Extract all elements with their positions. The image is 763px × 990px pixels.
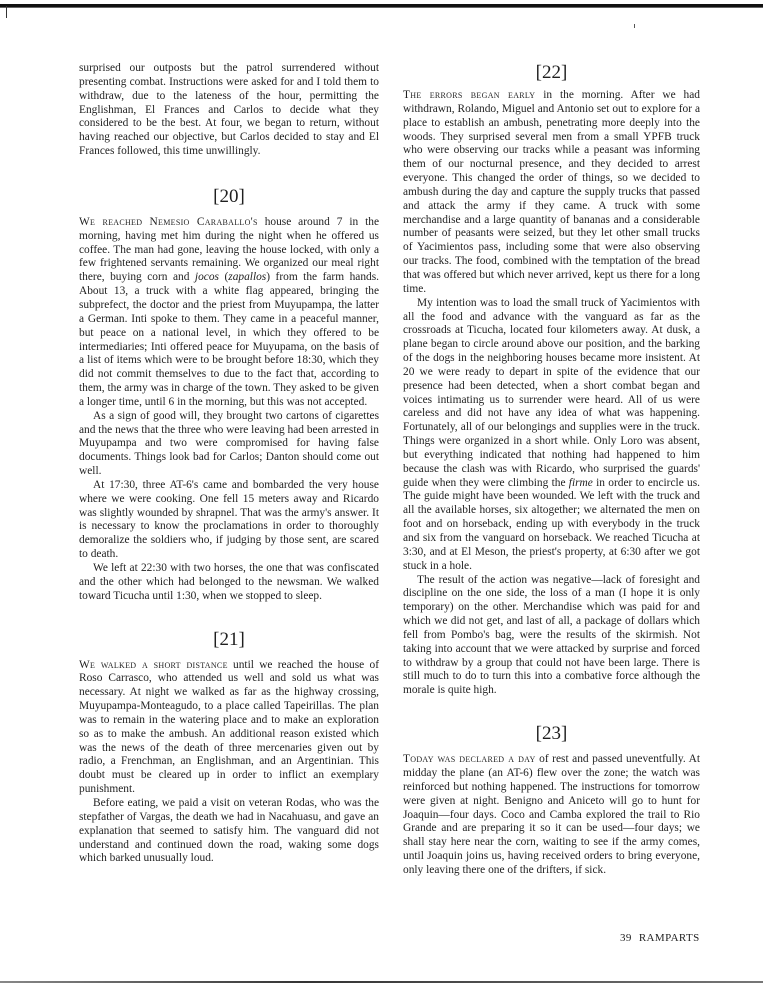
lead-in: We reached Nemesio Caraballo's xyxy=(79,215,258,228)
paragraph: At 17:30, three AT-6's came and bombarded the very house where we were cooking. One fell 15 meters away and Ricardo was slightly wounded by shrapnel. That was the army's answer. It is necessary to know the proclamations in order to thoroughly demoralize the soldiers who, if judging by those sent, are scared to death. xyxy=(79,478,379,561)
lead-in: The errors began early xyxy=(403,89,536,101)
section-heading-21: [21] xyxy=(213,628,245,650)
paragraph: We reached Nemesio Caraballo's house around 7 in the morning, having met him during the night when he offered us coffee. The man had gone, leaving the house locked, with only a few frightened servants remaining. We organized our meal right there, buying corn and jocos (zapallos) from the farm hands. About 13, a truck with a white flag appeared, bringing the subprefect, the doctor and the priest from Muyupampa, the latter a German. Inti spoke to them. They came in a peaceful manner, but peace on a national level, in which they offered to be intermediaries; Inti offered peace for Muyupama, on the basis of a list of items which were to be brought before 18:30, which they did not commit themselves to due to the fact that, according to them, the army was in charge of the town. They asked to be given a longer time, until 6 in the morning, but this was not accepted. xyxy=(79,215,379,408)
paragraph: We walked a short distance until we reached the house of Roso Carrasco, who attended us well and sold us what was necessary. At night we walked as far as the highway crossing, Muyupampa-Monteagudo, to a place called Tapeirillas. The plan was to remain in the watering place and to make an exploration so as to make the ambush. An additional reason existed which was the news of the death of three mercenaries given out by radio, a Frenchman, an Englishman, and an Argentinian. This doubt must be cleared up in order to inflict an exemplary punishment. xyxy=(79,658,379,796)
section-heading-23: [23] xyxy=(535,723,568,745)
paragraph: As a sign of good will, they brought two cartons of cigarettes and the news that the three who were leaving had been arrested in Muyupampa and two were compromised for having false documents. Things look bad for Carlos; Danton should come out well. xyxy=(79,409,379,478)
paragraph: Before eating, we paid a visit on veteran Rodas, who was the stepfather of Vargas, the death we had in Nacahuasu, and gave an explanation that seemed to satisfy him. The vanguard did not understand and continued down the road, waking some dogs which barked unusually loud. xyxy=(79,796,379,865)
publication-name: RAMPARTS xyxy=(638,932,700,944)
scan-edge-top xyxy=(0,4,763,8)
paragraph: We left at 22:30 with two horses, the one that was confiscated and the other which had belonged to the newsman. We walked toward Ticucha until 1:30, when we stopped to sleep. xyxy=(79,562,379,602)
scan-edge-bottom xyxy=(0,981,763,983)
paragraph: The result of the action was negative—lack of foresight and discipline on the one side, the loss of a man (I hope it is only temporary) on the other. Merchandise which was paid for and which we did not get, and last of all, a package of dollars which fell from Pombo's bag, were the results of the skirmish. Not taking into account that we were attacked by surprise and forced to withdraw by a group that could not have been large. There is still much to do to turn this into a combative force although the morale is quite high. xyxy=(403,573,700,697)
paragraph: Today was declared a day of rest and passed uneventfully. At midday the plane (an AT-6) flew over the zone; the watch was reinforced but nothing happened. The instructions for tomorrow were given at night. Benigno and Aniceto will go to hunt for Joaquin—four days. Coco and Camba explored the trail to Rio Grande and are preparing it so it can be used—four days; we shall stay here near the corn, waiting to see if the army comes, until Joaquin joins us, having received orders to bring everyone, only leaving there one of the drifters, if sick. xyxy=(403,753,700,876)
paragraph: My intention was to load the small truck of Yacimientos with all the food and advance with the vanguard as far as the crossroads at Ticucha, located four kilometers away. At dusk, a plane began to circle around above our position, and the barking of the dogs in the neighboring houses became more insistent. At 20 we were ready to depart in spite of the evidence that our presence had been detected, when a short combat began and voices intimating us to surrender were heard. All of us were careless and did not have any idea of what was happening. Fortunately, all of our belongings and supplies were in the truck. Things were organized in a short while. Only Loro was absent, but everything indicated that nothing had happened to him because the clash was with Ricardo, who surprised the guards' guide when they were climbing the firme in order to encircle us. The guide might have been wounded. We left with the truck and all the available horses, six altogether; we alternated the men on foot and on horseback, ending up with everybody in the truck and six from the vanguard on horseback. We reached Ticucha at 3:30, and at El Meson, the priest's property, at 6:30 after we got stuck in a hole. xyxy=(403,296,700,572)
scan-mark xyxy=(634,24,635,28)
page-number: 39 xyxy=(620,932,632,944)
left-column xyxy=(79,62,379,866)
scan-mark xyxy=(6,6,7,18)
section-heading-20: [20] xyxy=(213,185,245,207)
paragraph: surprised our outposts but the patrol surrendered without presenting combat. Instructions were asked for and I told them to withdraw, due to the lateness of the hour, permitting the Englishman, El Frances and Carlos to decide what they considered to be the best. At four, we began to return, without having reached our objective, but Carlos decided to stay and El Frances followed, this time unwillingly. xyxy=(79,62,379,158)
right-column xyxy=(403,62,700,878)
page-footer xyxy=(620,932,700,944)
lead-in: Today was declared a day xyxy=(403,753,536,766)
lead-in: We walked a short distance xyxy=(79,658,228,671)
paragraph: The errors began early in the morning. After we had withdrawn, Rolando, Miguel and Antonio set out to explore for a place to establish an ambush, penetrating more deeply into the woods. They surprised several men from a small YPFB truck who were observing our tracks while a peasant was informing them of our nocturnal presence, and they decided to arrest everyone. This changed the order of things, so we decided to ambush during the day and capture the supply trucks that passed and attack the army if they came. A truck with some merchandise and a large quantity of bananas and a considerable number of peasants were seized, but they let other small trucks of Yacimientos pass, including some that were also observing our tracks. The food, combined with the temptation of the bread that was offered but which never arrived, kept us there for a long time. xyxy=(403,89,700,295)
section-heading-22: [22] xyxy=(535,62,568,83)
